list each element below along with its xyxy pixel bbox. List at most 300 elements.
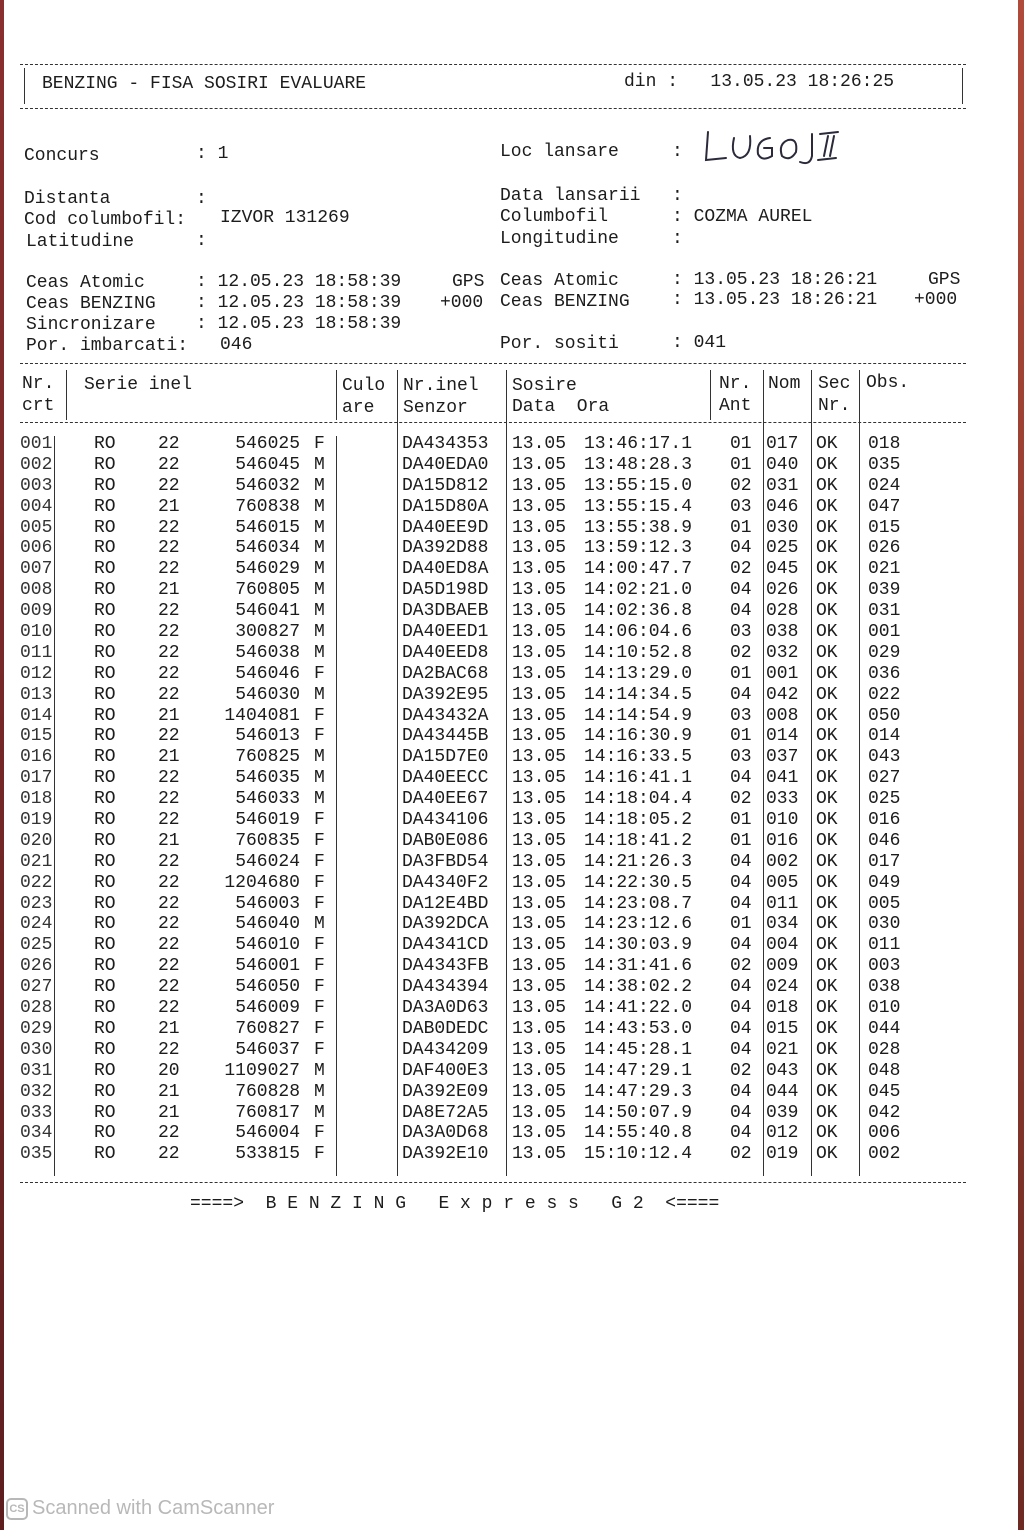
cell-yr: 22 — [158, 1039, 180, 1060]
cell-nr: 014 — [20, 705, 53, 726]
table-row — [18, 664, 968, 685]
table-row — [18, 1103, 968, 1124]
cell-obs: 039 — [868, 580, 901, 601]
cell-ant: 04 — [730, 580, 752, 601]
cell-date: 13.05 — [512, 559, 567, 580]
cell-sec: OK — [816, 747, 838, 768]
camscanner-watermark — [6, 1497, 274, 1520]
cell-nom: 043 — [766, 1060, 799, 1081]
cell-ro: RO — [94, 559, 116, 580]
cell-sec: OK — [816, 434, 838, 454]
cell-nom: 009 — [766, 956, 799, 977]
cell-ant: 04 — [730, 872, 752, 893]
cell-date: 13.05 — [512, 872, 567, 893]
cell-ro: RO — [94, 1081, 116, 1102]
cell-ro: RO — [94, 914, 116, 935]
cell-ant: 04 — [730, 538, 752, 559]
cell-time: 14:02:21.0 — [584, 580, 693, 601]
distanta-value: : — [196, 189, 207, 209]
cell-obs: 047 — [868, 496, 901, 517]
print-date: din : 13.05.23 18:26:25 — [624, 72, 895, 92]
cell-obs: 017 — [868, 851, 901, 872]
cell-obs: 024 — [868, 475, 901, 496]
cell-sec: OK — [816, 475, 838, 496]
ceas-benzing-right-label: Ceas BENZING — [500, 292, 630, 312]
table-row — [18, 706, 968, 727]
table-row — [18, 726, 968, 747]
cell-nom: 011 — [766, 893, 799, 914]
cell-obs: 016 — [868, 810, 901, 831]
cell-ro: RO — [94, 768, 116, 789]
cell-sec: OK — [816, 1039, 838, 1060]
cell-time: 13:55:38.9 — [584, 517, 693, 538]
cell-ring: 546015 — [235, 517, 300, 538]
table-row — [18, 831, 968, 852]
cell-sec: OK — [816, 1144, 838, 1165]
cell-senz: DA40ED8A — [402, 559, 489, 580]
cell-sex: M — [314, 747, 325, 768]
scan-edge-left — [0, 0, 4, 1530]
cell-time: 14:38:02.2 — [584, 977, 693, 998]
cod-columbofil-value: IZVOR 131269 — [220, 208, 350, 228]
footer-banner: ====> B E N Z I N G E x p r e s s G 2 <==== — [190, 1194, 720, 1214]
concurs-value: : 1 — [196, 144, 229, 164]
col-header-culoare-1: Culo — [342, 376, 386, 396]
cell-senz: DA4340F2 — [402, 872, 489, 893]
cell-nom: 004 — [766, 935, 799, 956]
cell-time: 14:23:12.6 — [584, 914, 693, 935]
cell-ring: 546030 — [235, 684, 300, 705]
col-header-data-ora: Data Ora — [512, 397, 610, 417]
cell-obs: 028 — [868, 1039, 901, 1060]
cell-ro: RO — [94, 851, 116, 872]
cell-ring: 546040 — [235, 914, 300, 935]
cell-time: 14:13:29.0 — [584, 663, 693, 684]
cell-time: 14:16:30.9 — [584, 726, 693, 747]
cell-ro: RO — [94, 580, 116, 601]
table-row — [18, 434, 968, 455]
cell-nr: 024 — [20, 914, 53, 935]
cell-nr: 023 — [20, 893, 53, 914]
cell-time: 14:16:41.1 — [584, 768, 693, 789]
cell-ring: 546035 — [235, 768, 300, 789]
cell-time: 14:30:03.9 — [584, 935, 693, 956]
cell-obs: 044 — [868, 1018, 901, 1039]
arrivals-table — [18, 434, 968, 1165]
cell-ring: 546045 — [235, 454, 300, 475]
cell-sec: OK — [816, 1081, 838, 1102]
cell-ro: RO — [94, 434, 116, 454]
cell-nom: 040 — [766, 454, 799, 475]
cell-ring: 760835 — [235, 830, 300, 851]
cell-sex: F — [314, 1018, 325, 1039]
cell-date: 13.05 — [512, 1123, 567, 1144]
cell-sex: M — [314, 914, 325, 935]
columbofil-label: Columbofil — [500, 207, 609, 227]
cell-time: 14:43:53.0 — [584, 1018, 693, 1039]
cell-ant: 01 — [730, 454, 752, 475]
cell-ring: 533815 — [235, 1144, 300, 1165]
table-row — [18, 873, 968, 894]
col-sep-2 — [336, 370, 337, 420]
cell-ro: RO — [94, 893, 116, 914]
cell-nr: 034 — [20, 1123, 53, 1144]
cell-senz: DA392E10 — [402, 1144, 489, 1165]
cell-time: 14:06:04.6 — [584, 622, 693, 643]
cell-ro: RO — [94, 1060, 116, 1081]
cell-yr: 21 — [158, 747, 180, 768]
cell-senz: DA4343FB — [402, 956, 489, 977]
cell-nom: 033 — [766, 789, 799, 810]
cell-yr: 21 — [158, 1102, 180, 1123]
por-imbarcati-value: 046 — [220, 335, 253, 355]
cell-sec: OK — [816, 872, 838, 893]
cell-date: 13.05 — [512, 810, 567, 831]
cell-ant: 03 — [730, 747, 752, 768]
cell-nr: 017 — [20, 768, 53, 789]
cell-ant: 04 — [730, 1018, 752, 1039]
cell-obs: 027 — [868, 768, 901, 789]
cell-ring: 760838 — [235, 496, 300, 517]
cell-sec: OK — [816, 1018, 838, 1039]
cell-ro: RO — [94, 810, 116, 831]
cell-nom: 028 — [766, 601, 799, 622]
cell-nr: 033 — [20, 1102, 53, 1123]
cell-ring: 760828 — [235, 1081, 300, 1102]
cell-obs: 038 — [868, 977, 901, 998]
cell-obs: 036 — [868, 663, 901, 684]
col-header-serie-inel: Serie inel — [84, 375, 193, 395]
cell-ant: 02 — [730, 642, 752, 663]
cell-sex: M — [314, 1102, 325, 1123]
ceas-atomic-left-value: : 12.05.23 18:58:39 — [196, 272, 402, 292]
table-row — [18, 894, 968, 915]
cell-nr: 018 — [20, 789, 53, 810]
cell-date: 13.05 — [512, 893, 567, 914]
cell-sex: F — [314, 998, 325, 1019]
cell-senz: DA392E95 — [402, 684, 489, 705]
cell-sex: F — [314, 1039, 325, 1060]
cell-ring: 546029 — [235, 559, 300, 580]
cell-sex: F — [314, 1123, 325, 1144]
cell-senz: DA392DCA — [402, 914, 489, 935]
loc-lansare-handwritten — [700, 126, 850, 174]
cell-date: 13.05 — [512, 580, 567, 601]
cell-sec: OK — [816, 956, 838, 977]
loc-lansare-label: Loc lansare — [500, 142, 619, 162]
cell-date: 13.05 — [512, 663, 567, 684]
cell-senz: DA3A0D68 — [402, 1123, 489, 1144]
cell-ro: RO — [94, 454, 116, 475]
cell-yr: 22 — [158, 872, 180, 893]
cell-ant: 04 — [730, 851, 752, 872]
table-row — [18, 1061, 968, 1082]
cell-ant: 03 — [730, 622, 752, 643]
longitudine-label: Longitudine — [500, 229, 619, 249]
cell-date: 13.05 — [512, 998, 567, 1019]
cell-senz: DA4341CD — [402, 935, 489, 956]
cell-date: 13.05 — [512, 914, 567, 935]
cell-obs: 043 — [868, 747, 901, 768]
cell-yr: 22 — [158, 454, 180, 475]
cell-yr: 22 — [158, 893, 180, 914]
sincronizare-value: : 12.05.23 18:58:39 — [196, 314, 402, 334]
table-row — [18, 1082, 968, 1103]
cell-time: 14:47:29.1 — [584, 1060, 693, 1081]
cell-senz: DA434394 — [402, 977, 489, 998]
cell-nom: 030 — [766, 517, 799, 538]
cell-sex: M — [314, 622, 325, 643]
table-row — [18, 538, 968, 559]
cell-obs: 018 — [868, 434, 901, 454]
cell-senz: DA43432A — [402, 705, 489, 726]
cell-date: 13.05 — [512, 517, 567, 538]
cell-sec: OK — [816, 642, 838, 663]
cell-date: 13.05 — [512, 642, 567, 663]
table-row — [18, 518, 968, 539]
cell-ant: 04 — [730, 998, 752, 1019]
cell-date: 13.05 — [512, 851, 567, 872]
table-row — [18, 914, 968, 935]
table-row — [18, 810, 968, 831]
cell-sec: OK — [816, 705, 838, 726]
cell-obs: 015 — [868, 517, 901, 538]
camscanner-text: Scanned with CamScanner — [32, 1497, 275, 1519]
ceas-benzing-left-label: Ceas BENZING — [26, 294, 156, 314]
cell-nom: 019 — [766, 1144, 799, 1165]
cell-senz: DA434106 — [402, 810, 489, 831]
cell-ro: RO — [94, 496, 116, 517]
cell-senz: DA40EED8 — [402, 642, 489, 663]
table-top-rule — [20, 363, 966, 364]
cell-time: 13:59:12.3 — [584, 538, 693, 559]
cell-senz: DA392E09 — [402, 1081, 489, 1102]
cell-sex: M — [314, 601, 325, 622]
cell-sec: OK — [816, 914, 838, 935]
cell-date: 13.05 — [512, 1144, 567, 1165]
ceas-atomic-right-suffix: GPS — [928, 270, 961, 290]
cell-ro: RO — [94, 622, 116, 643]
cell-nr: 021 — [20, 851, 53, 872]
cell-ro: RO — [94, 998, 116, 1019]
cell-ant: 04 — [730, 601, 752, 622]
cell-senz: DAB0DEDC — [402, 1018, 489, 1039]
cell-nom: 046 — [766, 496, 799, 517]
table-row — [18, 789, 968, 810]
cell-sex: F — [314, 893, 325, 914]
cell-sex: F — [314, 977, 325, 998]
cell-sec: OK — [816, 893, 838, 914]
cell-sex: M — [314, 559, 325, 580]
cell-date: 13.05 — [512, 1060, 567, 1081]
cell-ro: RO — [94, 1018, 116, 1039]
col-header-crt: crt — [22, 396, 55, 416]
cell-date: 13.05 — [512, 475, 567, 496]
scan-edge-right — [1018, 0, 1024, 1530]
cell-nom: 005 — [766, 872, 799, 893]
cell-date: 13.05 — [512, 1102, 567, 1123]
cell-obs: 011 — [868, 935, 901, 956]
cell-obs: 031 — [868, 601, 901, 622]
cell-date: 13.05 — [512, 935, 567, 956]
cell-sec: OK — [816, 454, 838, 475]
latitudine-value: : — [196, 231, 207, 251]
cell-time: 14:16:33.5 — [584, 747, 693, 768]
table-row — [18, 1123, 968, 1144]
cell-senz: DA15D80A — [402, 496, 489, 517]
cell-obs: 025 — [868, 789, 901, 810]
cell-nom: 026 — [766, 580, 799, 601]
cell-nr: 026 — [20, 956, 53, 977]
cell-yr: 22 — [158, 622, 180, 643]
cell-ant: 04 — [730, 1039, 752, 1060]
cell-time: 14:31:41.6 — [584, 956, 693, 977]
cell-nr: 028 — [20, 998, 53, 1019]
cell-yr: 21 — [158, 705, 180, 726]
por-sositi-label: Por. sositi — [500, 334, 619, 354]
camscanner-logo-icon: CS — [6, 1498, 28, 1520]
cell-time: 14:45:28.1 — [584, 1039, 693, 1060]
cell-ant: 01 — [730, 434, 752, 454]
cell-time: 13:55:15.4 — [584, 496, 693, 517]
table-row — [18, 852, 968, 873]
cell-ant: 03 — [730, 496, 752, 517]
ceas-atomic-left-label: Ceas Atomic — [26, 273, 145, 293]
cell-nr: 012 — [20, 663, 53, 684]
cell-sec: OK — [816, 1102, 838, 1123]
table-row — [18, 685, 968, 706]
col-header-nr: Nr. — [22, 374, 55, 394]
cell-ring: 1204680 — [224, 872, 300, 893]
cell-ro: RO — [94, 789, 116, 810]
cell-date: 13.05 — [512, 1018, 567, 1039]
cell-date: 13.05 — [512, 434, 567, 454]
cell-ring: 546041 — [235, 601, 300, 622]
cell-date: 13.05 — [512, 496, 567, 517]
cell-sec: OK — [816, 580, 838, 601]
cell-ring: 546010 — [235, 935, 300, 956]
cell-senz: DA392D88 — [402, 538, 489, 559]
cell-sec: OK — [816, 935, 838, 956]
cell-ring: 546003 — [235, 893, 300, 914]
header-left-bar — [24, 68, 25, 104]
cell-obs: 010 — [868, 998, 901, 1019]
cell-ant: 04 — [730, 684, 752, 705]
cell-yr: 22 — [158, 768, 180, 789]
cell-sex: M — [314, 1060, 325, 1081]
cell-time: 14:21:26.3 — [584, 851, 693, 872]
cell-ring: 1109027 — [224, 1060, 300, 1081]
cell-obs: 021 — [868, 559, 901, 580]
cell-ro: RO — [94, 642, 116, 663]
cell-senz: DA5D198D — [402, 580, 489, 601]
cell-yr: 22 — [158, 726, 180, 747]
cell-ring: 760817 — [235, 1102, 300, 1123]
cell-nom: 039 — [766, 1102, 799, 1123]
cell-nr: 005 — [20, 517, 53, 538]
cell-nom: 002 — [766, 851, 799, 872]
cell-yr: 22 — [158, 956, 180, 977]
cell-sec: OK — [816, 538, 838, 559]
cell-sex: F — [314, 956, 325, 977]
cell-nr: 016 — [20, 747, 53, 768]
col-header-nom: Nom — [768, 374, 801, 394]
cell-date: 13.05 — [512, 1039, 567, 1060]
cell-ro: RO — [94, 977, 116, 998]
cell-yr: 22 — [158, 434, 180, 454]
table-bottom-rule — [20, 1182, 966, 1183]
cell-nr: 030 — [20, 1039, 53, 1060]
cell-ring: 546019 — [235, 810, 300, 831]
ceas-benzing-left-value: : 12.05.23 18:58:39 — [196, 293, 402, 313]
cell-time: 14:18:41.2 — [584, 830, 693, 851]
cell-yr: 21 — [158, 1018, 180, 1039]
cell-yr: 22 — [158, 1123, 180, 1144]
cell-senz: DA40EED1 — [402, 622, 489, 643]
cell-senz: DA8E72A5 — [402, 1102, 489, 1123]
cell-sex: F — [314, 726, 325, 747]
cell-ring: 546024 — [235, 851, 300, 872]
cell-ring: 546034 — [235, 538, 300, 559]
cell-nr: 008 — [20, 580, 53, 601]
cell-ro: RO — [94, 684, 116, 705]
cell-ro: RO — [94, 601, 116, 622]
cell-ro: RO — [94, 935, 116, 956]
cell-ant: 02 — [730, 1144, 752, 1165]
cell-time: 13:55:15.0 — [584, 475, 693, 496]
cell-date: 13.05 — [512, 977, 567, 998]
cell-sec: OK — [816, 663, 838, 684]
cell-time: 14:02:36.8 — [584, 601, 693, 622]
cell-nr: 004 — [20, 496, 53, 517]
cell-yr: 22 — [158, 642, 180, 663]
ceas-benzing-left-suffix: +000 — [440, 293, 484, 313]
cell-senz: DA43445B — [402, 726, 489, 747]
cell-time: 13:46:17.1 — [584, 434, 693, 454]
cell-nr: 020 — [20, 830, 53, 851]
cell-yr: 21 — [158, 830, 180, 851]
cell-obs: 006 — [868, 1123, 901, 1144]
cell-sec: OK — [816, 601, 838, 622]
cell-ring: 760827 — [235, 1018, 300, 1039]
cell-sec: OK — [816, 684, 838, 705]
cell-obs: 002 — [868, 1144, 901, 1165]
table-row — [18, 1040, 968, 1061]
col-header-sosire: Sosire — [512, 376, 577, 396]
ceas-atomic-left-suffix: GPS — [452, 272, 485, 292]
cell-sec: OK — [816, 496, 838, 517]
cell-ro: RO — [94, 830, 116, 851]
cell-ro: RO — [94, 726, 116, 747]
cell-nom: 021 — [766, 1039, 799, 1060]
cell-ro: RO — [94, 1123, 116, 1144]
cell-nom: 024 — [766, 977, 799, 998]
cell-nr: 035 — [20, 1144, 53, 1165]
cell-senz: DA3A0D63 — [402, 998, 489, 1019]
cell-nr: 011 — [20, 642, 53, 663]
cell-time: 13:48:28.3 — [584, 454, 693, 475]
cell-yr: 21 — [158, 580, 180, 601]
cell-yr: 22 — [158, 559, 180, 580]
cell-date: 13.05 — [512, 601, 567, 622]
cell-nom: 045 — [766, 559, 799, 580]
cell-sex: M — [314, 496, 325, 517]
cell-obs: 001 — [868, 622, 901, 643]
cell-sec: OK — [816, 726, 838, 747]
cell-ring: 1404081 — [224, 705, 300, 726]
cell-senz: DA40EE67 — [402, 789, 489, 810]
cell-sex: M — [314, 768, 325, 789]
